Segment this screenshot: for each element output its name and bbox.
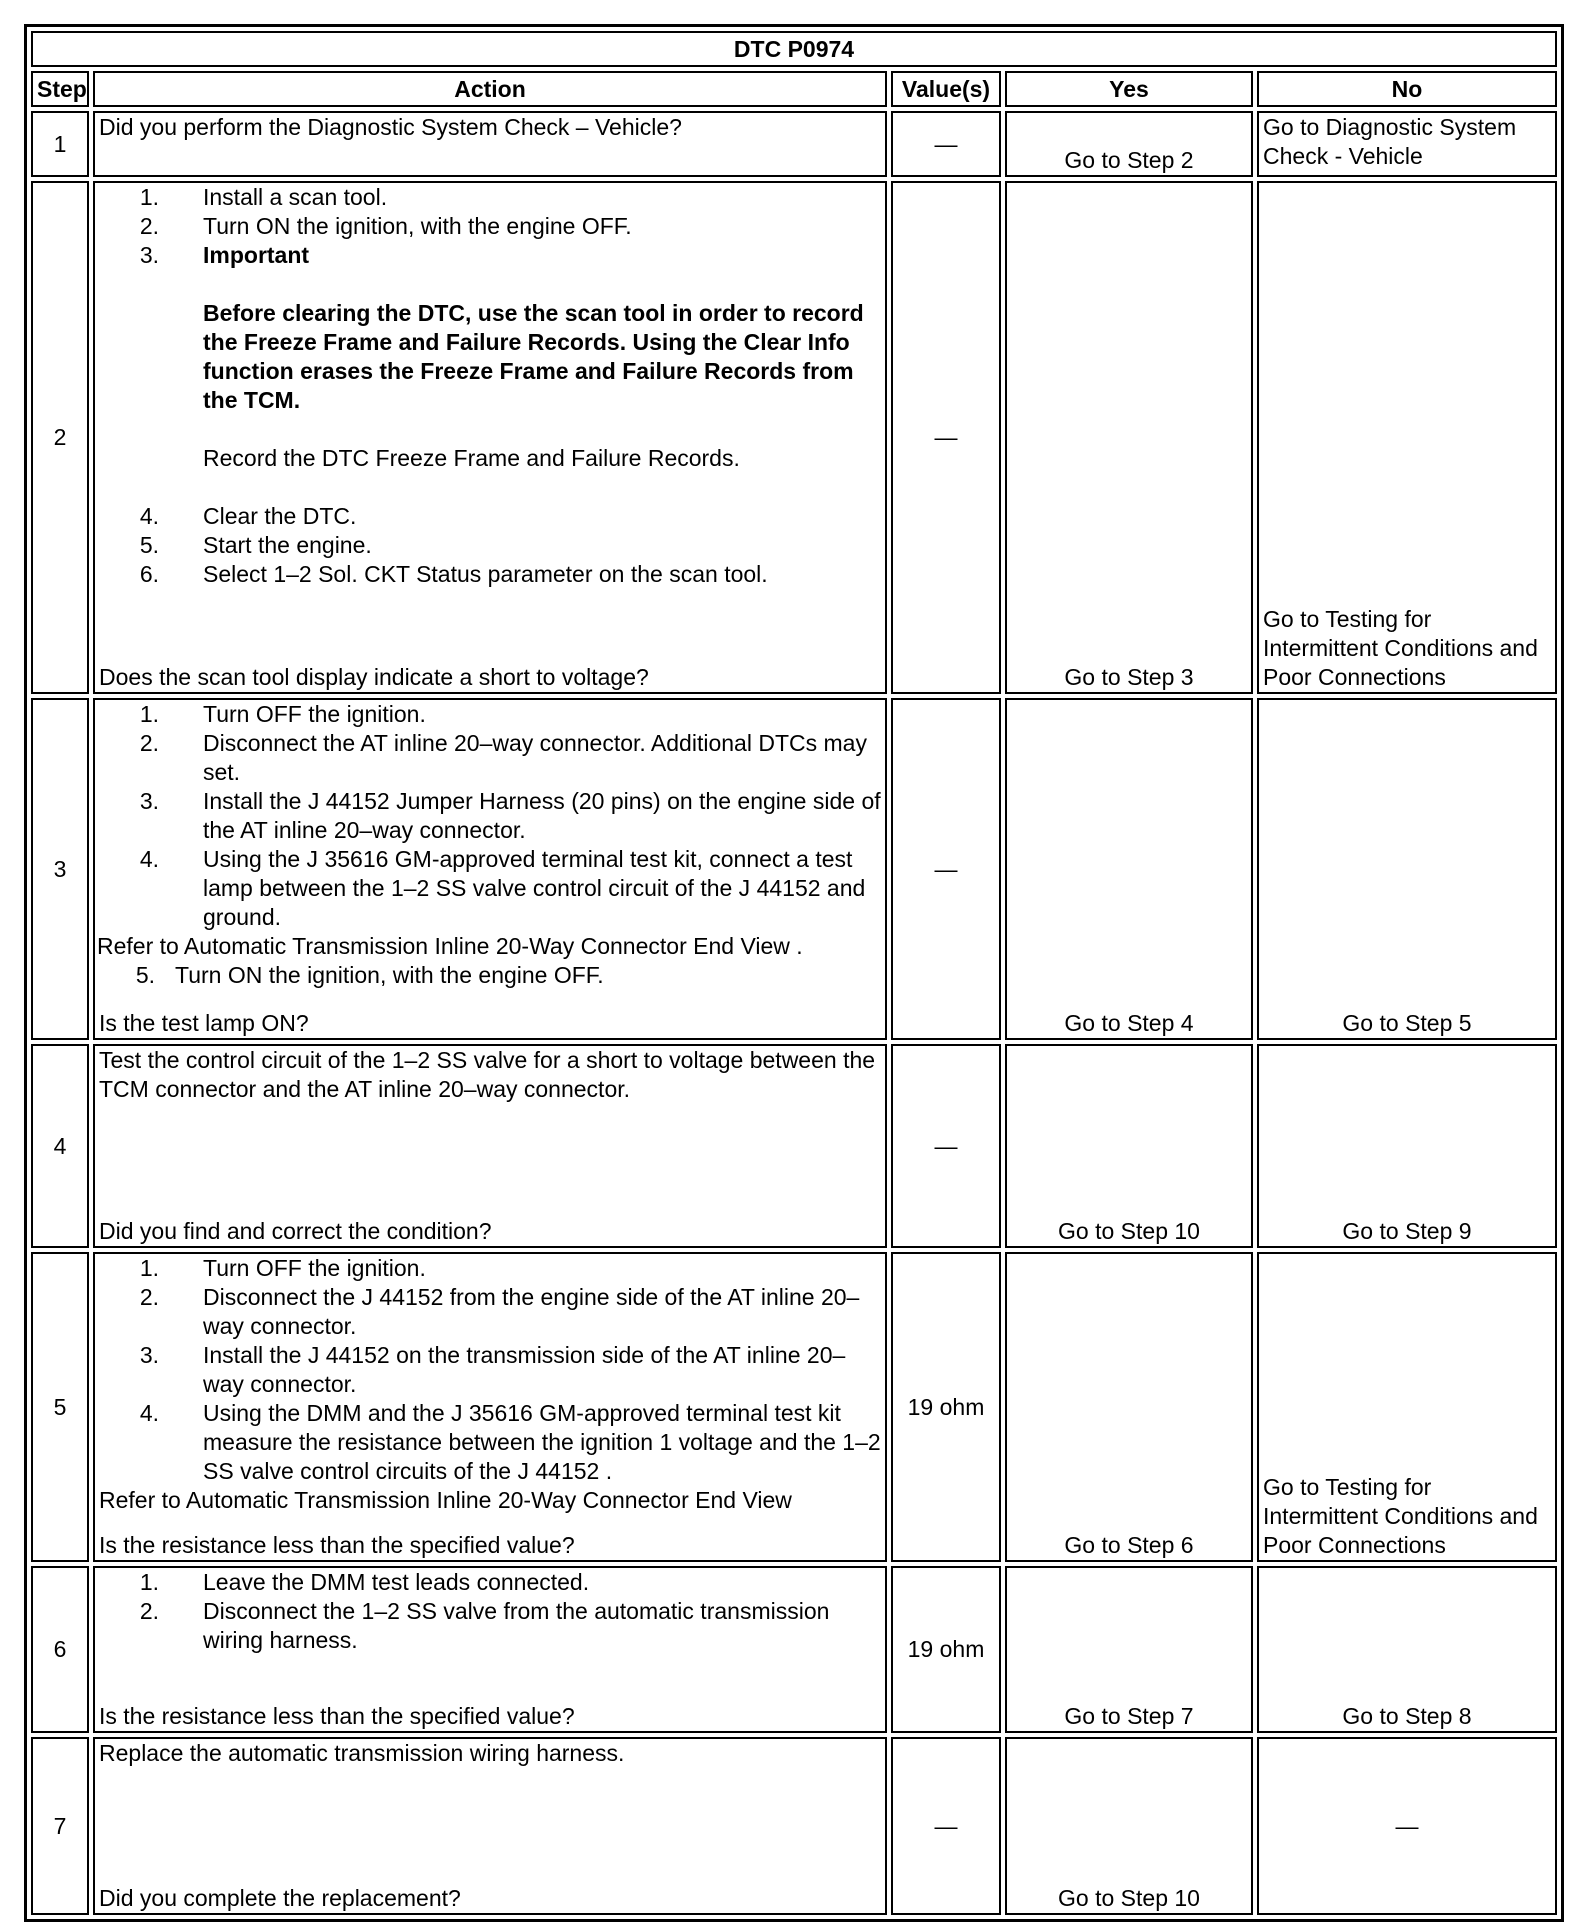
step-number: 1 bbox=[31, 111, 89, 177]
question-text: Is the resistance less than the specified value? bbox=[99, 1532, 575, 1558]
step-number: 7 bbox=[31, 1737, 89, 1915]
question-text: Did you complete the replacement? bbox=[99, 1885, 461, 1911]
step-list bbox=[99, 183, 881, 270]
header-action: Action bbox=[93, 71, 887, 107]
value-cell: 19 ohm bbox=[891, 1252, 1001, 1562]
header-yes: Yes bbox=[1005, 71, 1253, 107]
list-item: 1. Leave the DMM test leads connected. bbox=[139, 1569, 590, 1595]
step-number: 3 bbox=[31, 698, 89, 1040]
question-text: Is the resistance less than the specified value? bbox=[99, 1703, 575, 1729]
action-cell bbox=[93, 111, 887, 177]
action-cell bbox=[93, 1044, 887, 1248]
step-number: 4 bbox=[31, 1044, 89, 1248]
action-cell bbox=[93, 1566, 887, 1733]
yes-cell: Go to Step 10 bbox=[1005, 1737, 1253, 1915]
value-cell: — bbox=[891, 698, 1001, 1040]
list-item: 2. Disconnect the AT inline 20–way connector. Additional DTCs may set. bbox=[139, 730, 867, 785]
no-cell: Go to Step 9 bbox=[1257, 1044, 1557, 1248]
sub-text: Record the DTC Freeze Frame and Failure Records. bbox=[203, 445, 740, 471]
step-number: 5 bbox=[31, 1252, 89, 1562]
no-cell: Go to Step 5 bbox=[1257, 698, 1557, 1040]
table-row-step-7 bbox=[31, 1737, 1557, 1915]
step-list bbox=[99, 700, 881, 932]
action-text: Replace the automatic transmission wiring harness. bbox=[99, 1740, 625, 1766]
reference-text: Refer to Automatic Transmission Inline 20-Way Connector End View . bbox=[97, 933, 803, 959]
no-cell: Go to Testing for Intermittent Conditions and Poor Connections bbox=[1257, 181, 1557, 694]
no-cell: Go to Step 8 bbox=[1257, 1566, 1557, 1733]
yes-cell: Go to Step 2 bbox=[1005, 111, 1253, 177]
list-item: 3. Important bbox=[139, 242, 310, 268]
no-cell: — bbox=[1257, 1737, 1557, 1915]
step-number: 6 bbox=[31, 1566, 89, 1733]
list-item: 4. Clear the DTC. bbox=[139, 503, 357, 529]
list-item: 1. Turn OFF the ignition. bbox=[139, 1255, 426, 1281]
list-item: 3. Install the J 44152 on the transmission side of the AT inline 20–way connector. bbox=[139, 1342, 846, 1397]
dtc-table bbox=[24, 24, 1564, 1922]
table-row-step-2 bbox=[31, 181, 1557, 694]
table-row-step-3 bbox=[31, 698, 1557, 1040]
step-number: 2 bbox=[31, 181, 89, 694]
header-step: Step bbox=[31, 71, 89, 107]
list-item: 1. Install a scan tool. bbox=[139, 184, 388, 210]
value-cell: — bbox=[891, 111, 1001, 177]
no-cell: Go to Testing for Intermittent Conditions and Poor Connections bbox=[1257, 1252, 1557, 1562]
question-text: Does the scan tool display indicate a short to voltage? bbox=[99, 664, 649, 690]
table-row-step-1 bbox=[31, 111, 1557, 177]
header-values: Value(s) bbox=[891, 71, 1001, 107]
action-cell bbox=[93, 1252, 887, 1562]
action-cell bbox=[93, 181, 887, 694]
list-item: 2. Disconnect the J 44152 from the engine side of the AT inline 20–way connector. bbox=[139, 1284, 860, 1339]
list-item: 5. Start the engine. bbox=[139, 532, 372, 558]
list-item: 2. Turn ON the ignition, with the engine OFF. bbox=[139, 213, 632, 239]
yes-cell: Go to Step 4 bbox=[1005, 698, 1253, 1040]
title-row bbox=[31, 31, 1557, 67]
list-item: 4. Using the DMM and the J 35616 GM-approved terminal test kit measure the resistance between the ignition 1 voltage and the 1–2 SS valve control circuits of the J 44152 . bbox=[139, 1400, 881, 1484]
table-row-step-6 bbox=[31, 1566, 1557, 1733]
table-title: DTC P0974 bbox=[31, 31, 1557, 67]
list-item: 4. Using the J 35616 GM-approved terminal test kit, connect a test lamp between the 1–2 SS valve control circuit of the J 44152 and ground. bbox=[139, 846, 866, 930]
action-cell bbox=[93, 698, 887, 1040]
action-text: Test the control circuit of the 1–2 SS valve for a short to voltage between the TCM connector and the AT inline 20–way connector. bbox=[99, 1047, 876, 1102]
step-list-continued bbox=[99, 502, 881, 589]
table-row-step-5 bbox=[31, 1252, 1557, 1562]
yes-cell: Go to Step 10 bbox=[1005, 1044, 1253, 1248]
important-note: Before clearing the DTC, use the scan tool in order to record the Freeze Frame and Failure Records. Using the Clear Info function erases the Freeze Frame and Failure Records from the TCM. bbox=[203, 300, 864, 413]
list-item: 6. Select 1–2 Sol. CKT Status parameter on the scan tool. bbox=[139, 561, 768, 587]
question-text: Did you find and correct the condition? bbox=[99, 1218, 492, 1244]
reference-text: Refer to Automatic Transmission Inline 20-Way Connector End View bbox=[99, 1487, 792, 1513]
yes-cell: Go to Step 7 bbox=[1005, 1566, 1253, 1733]
header-row bbox=[31, 71, 1557, 107]
value-cell: — bbox=[891, 181, 1001, 694]
action-cell bbox=[93, 1737, 887, 1915]
yes-cell: Go to Step 6 bbox=[1005, 1252, 1253, 1562]
list-item: 5. Turn ON the ignition, with the engine OFF. bbox=[135, 962, 604, 988]
question-text: Did you perform the Diagnostic System Check – Vehicle? bbox=[99, 114, 682, 140]
header-no: No bbox=[1257, 71, 1557, 107]
question-text: Is the test lamp ON? bbox=[99, 1010, 309, 1036]
value-cell: — bbox=[891, 1044, 1001, 1248]
list-item: 1. Turn OFF the ignition. bbox=[139, 701, 426, 727]
no-cell: Go to Diagnostic System Check - Vehicle bbox=[1257, 111, 1557, 177]
step-list bbox=[99, 1254, 881, 1486]
yes-cell: Go to Step 3 bbox=[1005, 181, 1253, 694]
table-row-step-4 bbox=[31, 1044, 1557, 1248]
step-list bbox=[99, 1568, 881, 1655]
value-cell: — bbox=[891, 1737, 1001, 1915]
list-item: 3. Install the J 44152 Jumper Harness (20 pins) on the engine side of the AT inline 20–way connector. bbox=[139, 788, 881, 843]
value-cell: 19 ohm bbox=[891, 1566, 1001, 1733]
list-item: 2. Disconnect the 1–2 SS valve from the automatic transmission wiring harness. bbox=[139, 1598, 830, 1653]
